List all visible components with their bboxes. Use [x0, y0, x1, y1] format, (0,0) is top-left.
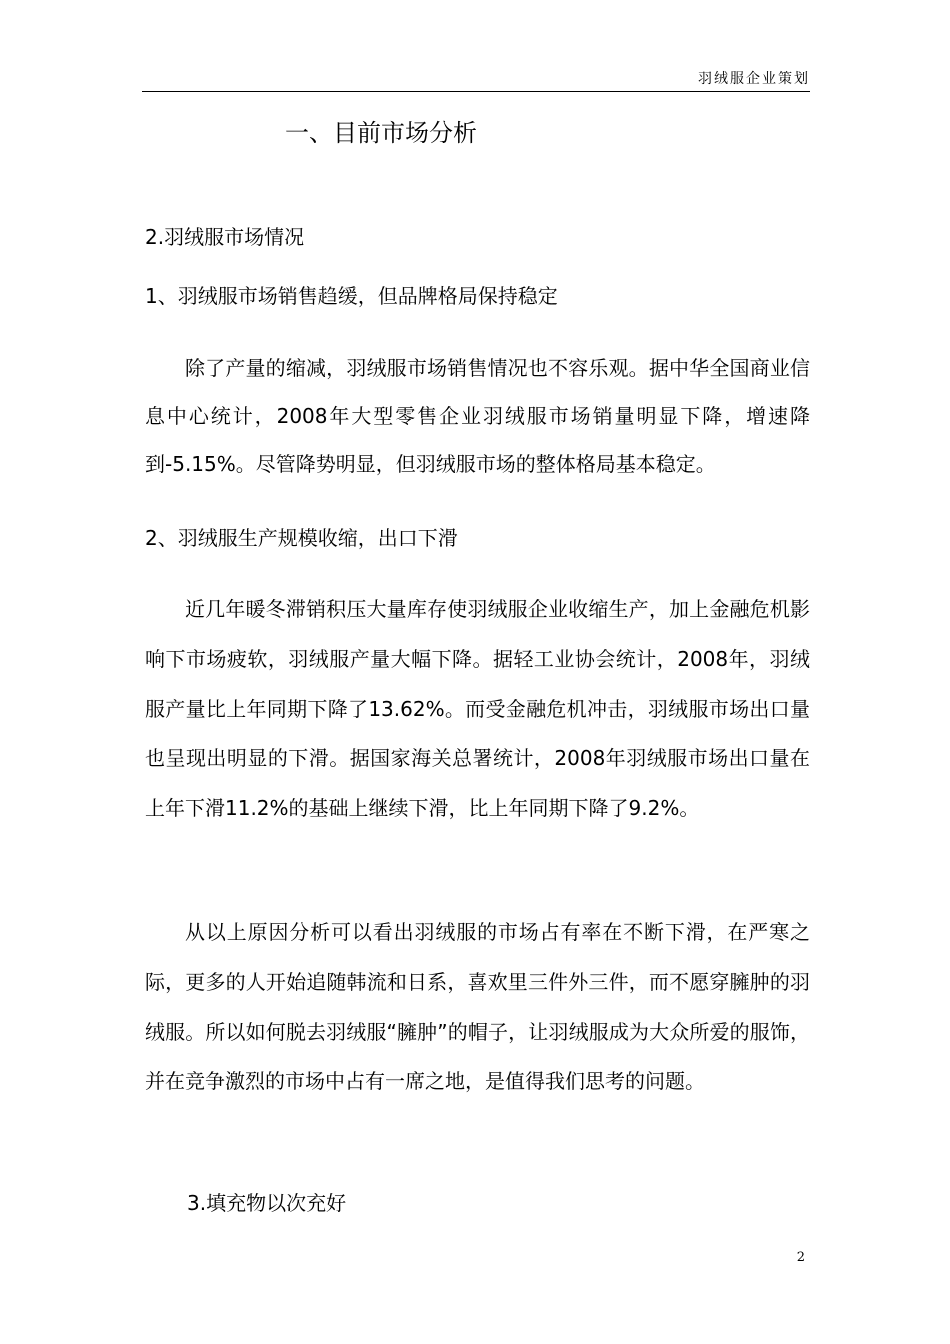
point-2-heading: 2、羽绒服生产规模收缩，出口下滑 — [145, 526, 458, 550]
header-divider — [142, 91, 810, 92]
point-1-heading: 1、羽绒服市场销售趋缓，但品牌格局保持稳定 — [145, 284, 558, 308]
point-2-paragraph: 近几年暖冬滞销积压大量库存使羽绒服企业收缩生产，加上金融危机影响下市场疲软，羽绒服产量大幅下降。据轻工业协会统计，2008年，羽绒服产量比上年同期下降了13.62%。而受金融危机冲击，羽绒服市场出口量也呈现出明显的下滑。据国家海关总署统计，2008年羽绒服市场出口量在上年下滑11.2%的基础上继续下滑，比上年同期下降了9.2%。 — [145, 597, 810, 821]
analysis-paragraph: 从以上原因分析可以看出羽绒服的市场占有率在不断下滑，在严寒之际，更多的人开始追随韩流和日系，喜欢里三件外三件，而不愿穿臃肿的羽绒服。所以如何脱去羽绒服“臃肿”的帽子，让羽绒服成为大众所爱的服饰，并在竞争激烈的市场中占有一席之地，是值得我们思考的问题。 — [145, 920, 810, 1094]
point-1-paragraph: 除了产量的缩减，羽绒服市场销售情况也不容乐观。据中华全国商业信息中心统计，2008年大型零售企业羽绒服市场销量明显下降，增速降到-5.15%。尽管降势明显，但羽绒服市场的整体格局基本稳定。 — [145, 356, 810, 476]
running-header-title: 羽绒服企业策划 — [698, 71, 810, 87]
market-situation-heading: 2.羽绒服市场情况 — [145, 225, 305, 249]
section-title: 一、目前市场分析 — [285, 119, 477, 147]
filling-heading: 3.填充物以次充好 — [187, 1191, 347, 1215]
page-number: 2 — [796, 1250, 805, 1265]
